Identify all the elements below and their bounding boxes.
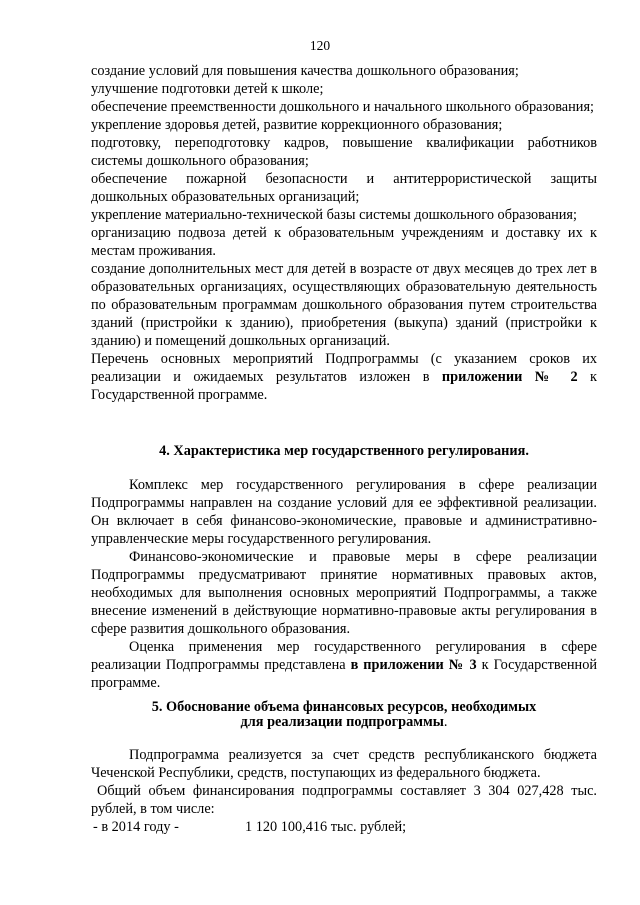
list-item: укрепление здоровья детей, развитие коррекционного образования; (91, 117, 503, 133)
list-item: обеспечение пожарной безопасности и антитеррористической защиты дошкольных образовательных организаций; (91, 171, 597, 205)
section-4-heading: 4. Характеристика мер государственного регулирования. (159, 443, 529, 459)
appendix-2-reference: приложении № 2 (441, 369, 578, 385)
list-item: укрепление материально-технической базы системы дошкольного образования; (91, 207, 577, 223)
perechen-paragraph: Перечень основных мероприятий Подпрограммы (с указанием сроков их реализации и ожидаемых результатов изложен в приложении № 2 к Государственной программе. (91, 351, 597, 403)
list-item: создание условий для повышения качества дошкольного образования; (91, 63, 519, 79)
funding-year-label: - в 2014 году - (93, 819, 179, 835)
section-5-heading: 5. Обоснование объема финансовых ресурсов, необходимых для реализации подпрограммы. (151, 699, 537, 730)
measures-list (91, 62, 597, 404)
section-4-paragraph-2: Финансово-экономические и правовые меры в сфере реализации Подпрограммы предусматривают принятие нормативных правовых актов, необходимых для выполнения основных мероприятий Подпрограммы, а также внесение изменений в действующие нормативно-правовые акты регулирования в сфере развития дошкольного образования. (91, 549, 597, 637)
list-item: подготовку, переподготовку кадров, повышение квалификации работников системы дошкольного образования; (91, 135, 597, 169)
section-5-paragraph-1: Подпрограмма реализуется за счет средств республиканского бюджета Чеченской Республики, средств, поступающих из федерального бюджета. (91, 747, 597, 781)
section-4-paragraph-1: Комплекс мер государственного регулирования в сфере реализации Подпрограммы направлен на создание условий для ее эффективной реализации. Он включает в себя финансово-экономические, правовые и административно-управленческие меры государственного регулирования. (91, 477, 597, 547)
page-number: 120 (309, 38, 331, 53)
section-5-paragraph-2: Общий объем финансирования подпрограммы составляет 3 304 027,428 тыс. рублей, в том числе: (91, 783, 597, 817)
list-item: улучшение подготовки детей к школе; (91, 81, 324, 97)
appendix-3-reference: в приложении № 3 (350, 657, 477, 673)
funding-2014-row (91, 818, 597, 836)
section-4-paragraph-3: Оценка применения мер государственного регулирования в сфере реализации Подпрограммы представлена в приложении № 3 к Государственной программе. (91, 639, 598, 691)
list-item: обеспечение преемственности дошкольного и начального школьного образования; (91, 99, 595, 115)
funding-year-value: 1 120 100,416 тыс. рублей; (245, 819, 407, 835)
list-item: создание дополнительных мест для детей в возрасте от двух месяцев до трех лет в образовательных организациях, осуществляющих образовательную деятельность по образовательным программам дошкольного образования путем строительства зданий (пристройки к зданию), приобретения (выкупа) зданий (пристройки к зданию) и помещений дошкольных организаций. (91, 261, 597, 349)
list-item: организацию подвоза детей к образовательным учреждениям и доставку их к местам проживания. (91, 225, 597, 259)
